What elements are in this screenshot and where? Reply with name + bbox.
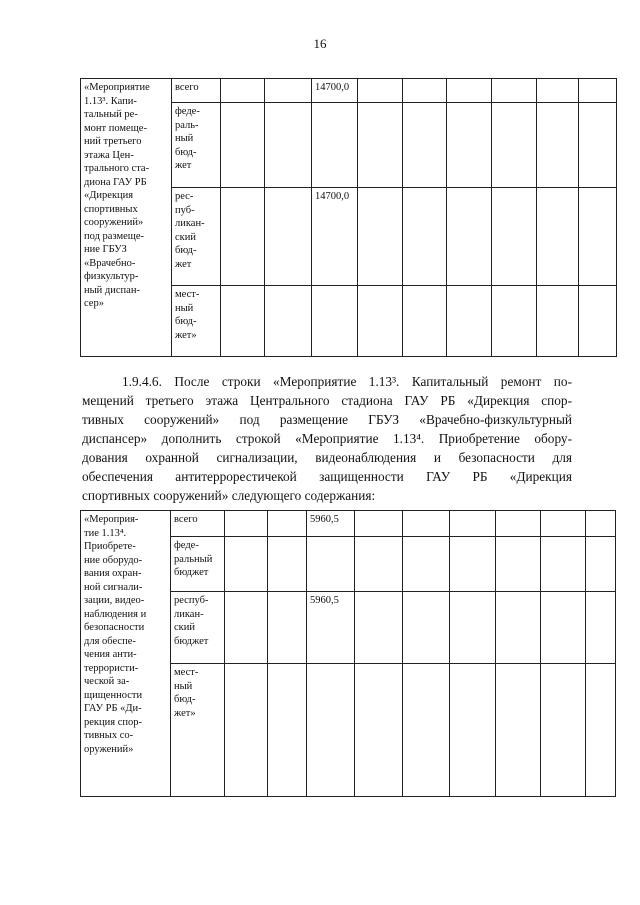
value-cell [312,286,358,357]
value-cell: 14700,0 [312,188,358,286]
cell-text-line: ГАУ РБ «Ди- [84,703,142,714]
cell-text-line: жет» [174,707,196,719]
page-number: 16 [313,36,327,51]
table-activity-1-13-3 [80,78,617,357]
value-cell: 5960,5 [307,511,355,537]
value-cell [312,103,358,188]
cell-text-line: «Врачебно- [84,257,136,269]
cell-text-line: ный диспан- [84,284,140,296]
cell-text-line: оружений» [84,743,134,755]
cell-text-line: рекция спор- [84,716,142,728]
cell-text-line: ликан- [175,218,205,229]
cell-text-line: жет» [175,329,197,341]
cell-text-line: раль- [175,119,199,131]
cell-text-line: ный [174,680,193,692]
cell-text-line: феде- [174,540,199,551]
cell-text-line: физкультур- [84,271,139,282]
cell-text-line: ние оборудо- [84,554,143,566]
cell-text-line: спортивных [84,203,138,215]
cell-text-line: вания охран- [84,568,142,579]
cell-text-line: монт помеще- [84,122,147,134]
source-cell [171,537,225,592]
source-cell [172,286,221,357]
cell-text-line: террористи- [84,662,139,674]
value-cell: 14700,0 [312,79,358,103]
table-row [81,79,617,103]
cell-text-line: ликан- [174,608,204,620]
cell-text-line: ральный [174,553,213,565]
paragraph-line: 1.9.4.6. После строки «Мероприятие 1.13³. Капитальный ремонт по- [122,374,572,389]
cell-text-line: всего [174,514,198,525]
source-cell [172,79,221,103]
cell-text-line: чения анти- [84,649,137,660]
paragraph-line: тивных сооружений» под размещение ГБУЗ «Врачебно-физкультурный [82,412,572,427]
amendment-paragraph [82,372,572,505]
cell-text-line: бюджет [174,635,209,647]
cell-text-line: этажа Цен- [84,149,134,161]
cell-text-line: мест- [174,667,199,678]
cell-text-line: сооружений» [84,217,144,228]
table-activity-1-13-4 [80,510,616,797]
cell-text-line: бюд- [175,316,197,327]
value-cell [307,537,355,592]
cell-text-line: наблюдения и [84,608,147,620]
paragraph-line: дования охранной сигнализации, видеонаблюдения и безопасности для [82,450,572,465]
source-cell [172,103,221,188]
cell-text-line: бюд- [174,694,196,705]
cell-text-line: пуб- [175,204,195,216]
cell-text-line: феде- [175,106,200,117]
cell-text-line: тальный ре- [84,109,138,120]
cell-text-line: респуб- [174,595,209,606]
cell-text-line: жет [175,258,192,270]
cell-text-line: зации, видео- [84,595,145,606]
source-cell [172,188,221,286]
cell-text-line: ный [175,133,194,144]
cell-text-line: ческой за- [84,676,130,687]
cell-text-line: «Дирекция [84,190,134,201]
cell-text-line: ной сигнали- [84,581,143,593]
paragraph-line: обеспечения антитеррорестичекой защищенности ГАУ РБ «Дирекция [82,469,572,484]
cell-text-line: тие 1.13⁴. [84,527,127,539]
activity-cell [81,511,171,797]
cell-text-line: «Мероприятие [84,82,150,93]
cell-text-line: ний третьего [84,136,142,147]
cell-text-line: Приобрете- [84,541,136,552]
source-cell [171,592,225,664]
cell-text-line: диона ГАУ РБ [84,176,147,188]
cell-text-line: жет [175,160,192,171]
cell-text-line: «Мероприя- [84,514,139,525]
cell-text-line: ние ГБУЗ [84,244,127,255]
cell-text-line: безопасности [84,622,145,633]
cell-text-line: тивных со- [84,730,134,741]
cell-text-line: трального ста- [84,163,150,174]
activity-cell [81,79,172,357]
value-cell [307,664,355,797]
paragraph-line: мещений третьего этажа Центрального стадиона ГАУ РБ «Дирекция спор- [82,393,572,408]
cell-text-line: мест- [175,289,200,300]
cell-text-line: под размеще- [84,230,144,242]
cell-text-line: щищенности [84,689,143,701]
cell-text-line: бюд- [175,245,197,256]
table-row [81,511,616,537]
cell-text-line: ный [175,302,194,314]
cell-text-line: ский [174,622,195,633]
cell-text-line: бюд- [175,146,197,158]
cell-text-line: бюджет [174,567,209,578]
cell-text-line: ский [175,231,196,243]
cell-text-line: всего [175,82,199,93]
cell-text-line: 1.13³. Капи- [84,95,137,107]
paragraph-line: диспансер» дополнить строкой «Мероприятие 1.13⁴. Приобретение обору- [82,431,572,446]
source-cell [171,511,225,537]
source-cell [171,664,225,797]
value-cell: 5960,5 [307,592,355,664]
cell-text-line: для обеспе- [84,635,136,647]
paragraph-line: спортивных сооружений» следующего содержания: [82,488,376,503]
cell-text-line: сер» [84,298,104,309]
cell-text-line: рес- [175,191,194,202]
